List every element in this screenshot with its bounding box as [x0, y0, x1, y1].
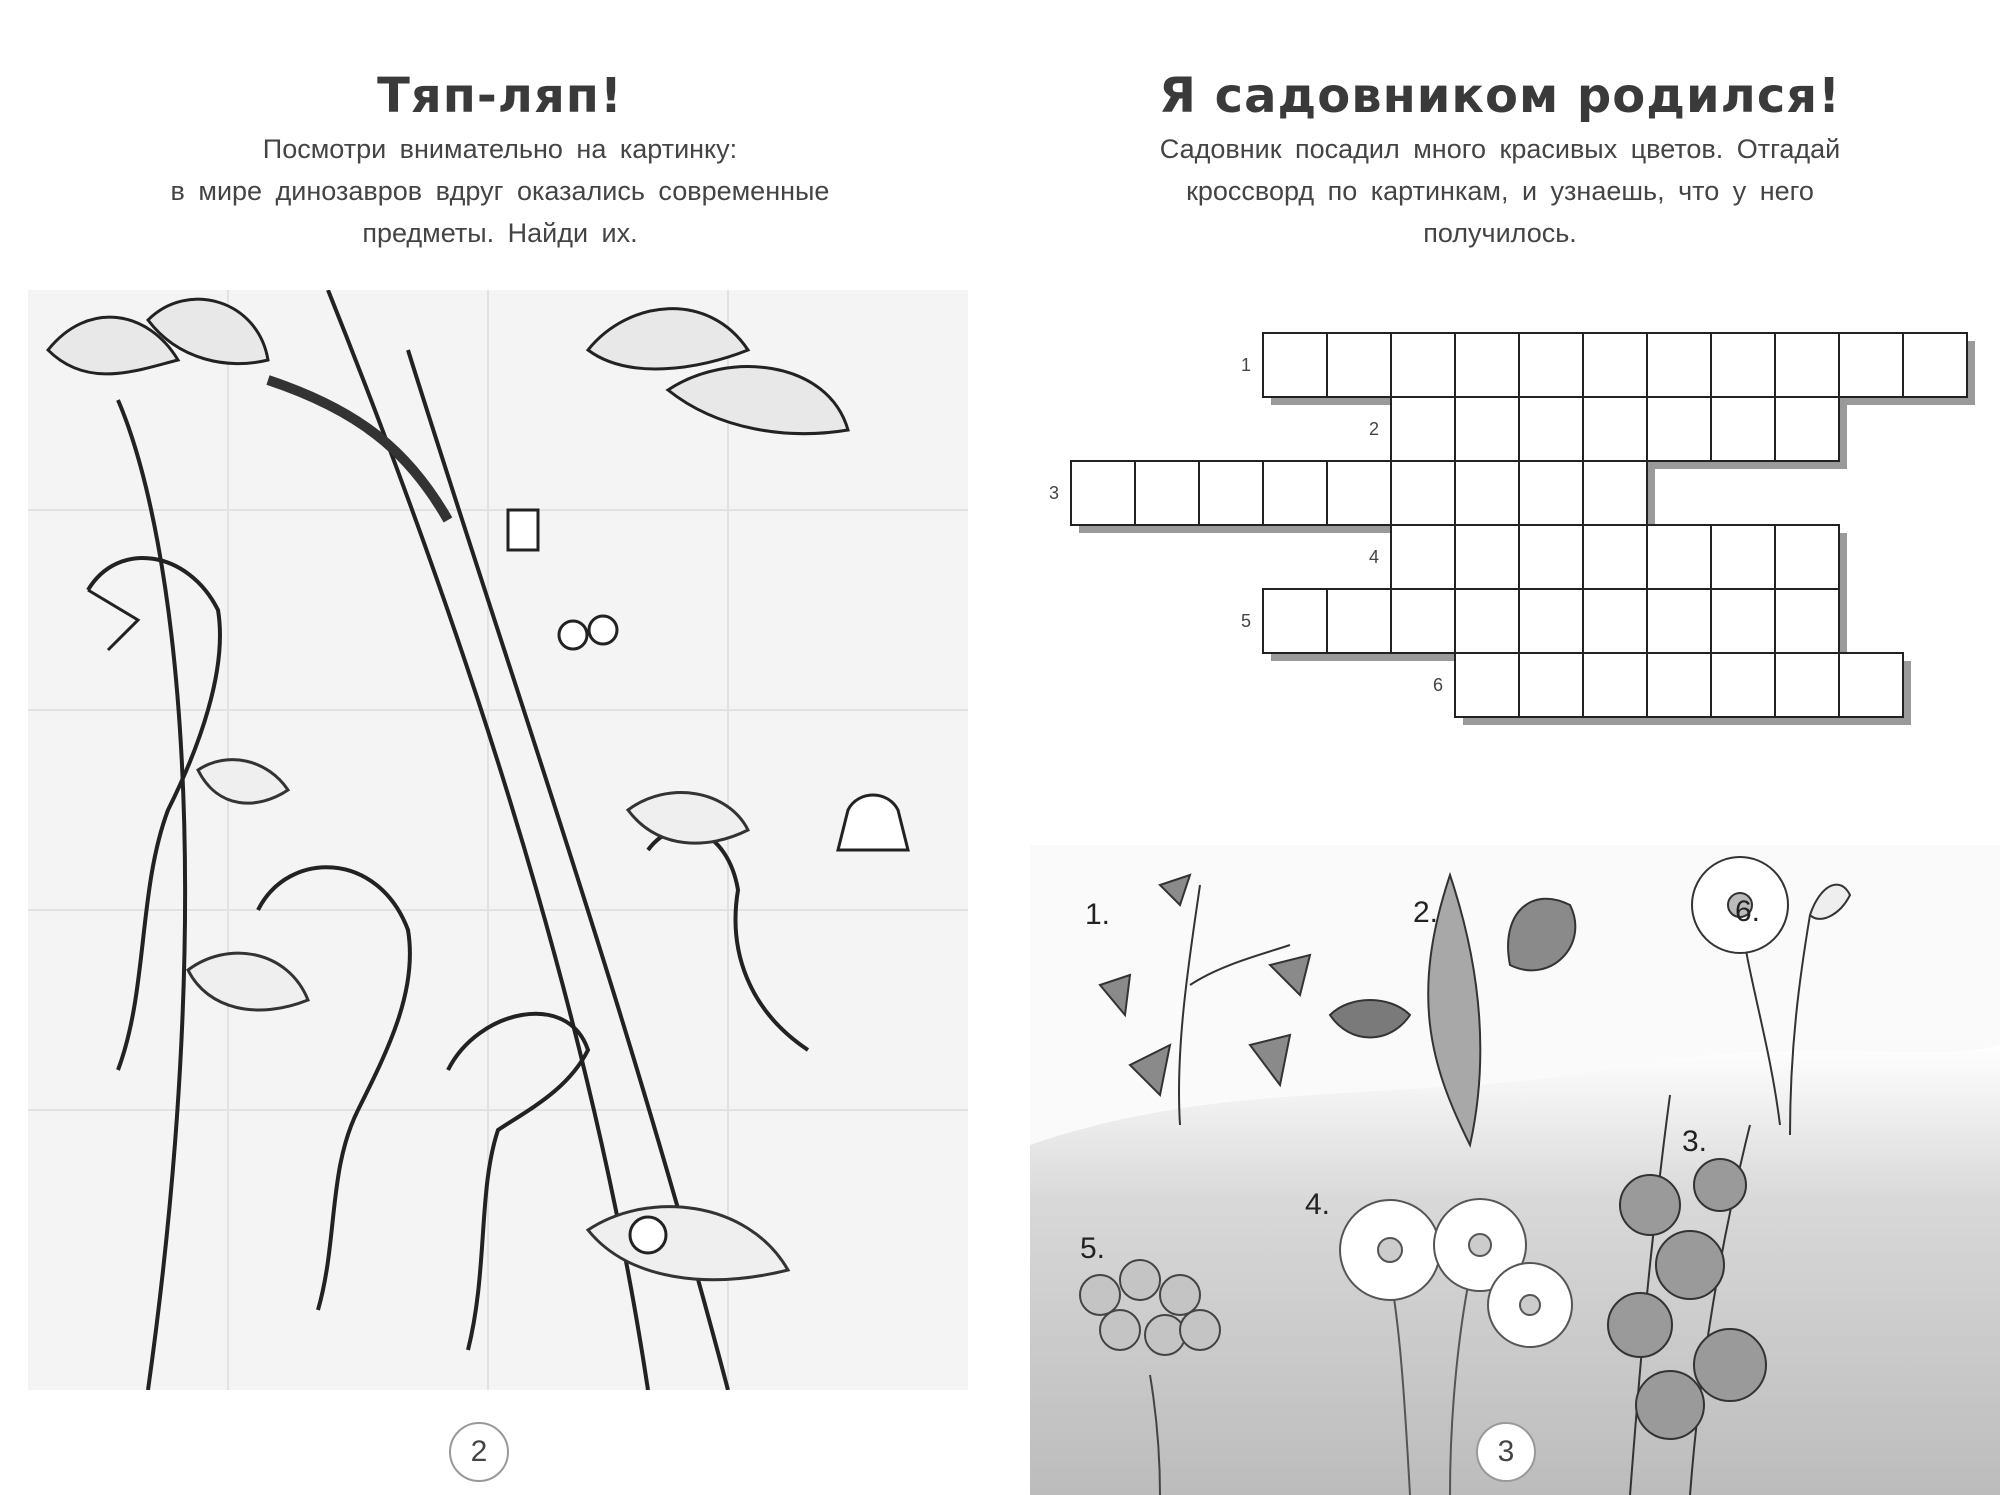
flower-label-2: 2. — [1413, 896, 1439, 929]
right-instruction-line: кроссворд по картинкам, и узнаешь, что у него — [1186, 176, 1814, 206]
crossword-cell[interactable] — [1583, 461, 1647, 525]
flower-label-4: 4. — [1305, 1188, 1331, 1221]
crossword-clue-number: 1 — [1241, 355, 1252, 375]
crossword-cell[interactable] — [1647, 333, 1711, 397]
crossword-cell[interactable] — [1647, 653, 1711, 717]
left-page-instructions — [90, 128, 910, 254]
crossword-cell[interactable] — [1519, 333, 1583, 397]
page-number-left: 2 — [449, 1422, 509, 1482]
crossword-cell[interactable] — [1455, 461, 1519, 525]
crossword-cell[interactable] — [1391, 333, 1455, 397]
crossword-cell[interactable] — [1455, 397, 1519, 461]
crossword-cell[interactable] — [1583, 653, 1647, 717]
right-instruction-line: Садовник посадил много красивых цветов. Отгадай — [1159, 134, 1841, 164]
crossword-cell[interactable] — [1391, 589, 1455, 653]
crossword-cell[interactable] — [1711, 589, 1775, 653]
page-number-right: 3 — [1476, 1422, 1536, 1482]
flower-label-1: 1. — [1085, 898, 1111, 931]
left-instruction-line: предметы. Найди их. — [362, 218, 638, 248]
flower-label-3: 3. — [1682, 1125, 1708, 1158]
left-instruction-line: Посмотри внимательно на картинку: — [262, 134, 738, 164]
flower-label-5: 5. — [1080, 1232, 1106, 1265]
crossword-cell[interactable] — [1775, 653, 1839, 717]
right-page-title: Я садовником родился! — [1159, 68, 1841, 124]
crossword-clue-number: 4 — [1369, 547, 1380, 567]
crossword-cell[interactable] — [1135, 461, 1199, 525]
dinosaur-jungle-illustration — [28, 290, 968, 1390]
crossword-clue-number: 6 — [1433, 675, 1444, 695]
crossword-cell[interactable] — [1327, 589, 1391, 653]
crossword-cell[interactable] — [1455, 589, 1519, 653]
crossword-cell[interactable] — [1583, 525, 1647, 589]
crossword-cell[interactable] — [1263, 589, 1327, 653]
crossword-cell[interactable] — [1903, 333, 1967, 397]
crossword-cell[interactable] — [1711, 525, 1775, 589]
crossword-cell[interactable] — [1583, 589, 1647, 653]
crossword-cell[interactable] — [1327, 333, 1391, 397]
crossword-cell[interactable] — [1775, 333, 1839, 397]
crossword-cell[interactable] — [1583, 397, 1647, 461]
crossword-cell[interactable] — [1455, 333, 1519, 397]
crossword-cell[interactable] — [1519, 525, 1583, 589]
crossword-cell[interactable] — [1775, 589, 1839, 653]
crossword-clue-number: 2 — [1369, 419, 1380, 439]
left-page-title: Тяп-ляп! — [377, 68, 623, 124]
crossword-cell[interactable] — [1455, 653, 1519, 717]
crossword-cell[interactable] — [1391, 461, 1455, 525]
crossword-cell[interactable] — [1775, 397, 1839, 461]
crossword-cell[interactable] — [1519, 589, 1583, 653]
crossword-cell[interactable] — [1839, 653, 1903, 717]
crossword-cell[interactable] — [1071, 461, 1135, 525]
crossword-cell[interactable] — [1263, 333, 1327, 397]
crossword-cell[interactable] — [1327, 461, 1391, 525]
crossword-cell[interactable] — [1391, 397, 1455, 461]
crossword-cell[interactable] — [1839, 333, 1903, 397]
crossword-cell[interactable] — [1647, 397, 1711, 461]
crossword-cell[interactable] — [1455, 525, 1519, 589]
flower-label-6: 6. — [1735, 895, 1761, 928]
crossword-cell[interactable] — [1711, 653, 1775, 717]
crossword-cell[interactable] — [1263, 461, 1327, 525]
crossword-clue-number: 5 — [1241, 611, 1252, 631]
crossword-cell[interactable] — [1583, 333, 1647, 397]
crossword-cell[interactable] — [1711, 333, 1775, 397]
crossword-cell[interactable] — [1199, 461, 1263, 525]
crossword-cell[interactable] — [1775, 525, 1839, 589]
crossword-cell[interactable] — [1391, 525, 1455, 589]
left-instruction-line: в мире динозавров вдруг оказались современные — [170, 176, 830, 206]
crossword-cell[interactable] — [1711, 397, 1775, 461]
crossword-cell[interactable] — [1647, 589, 1711, 653]
right-instruction-line: получилось. — [1423, 218, 1577, 248]
crossword-cell[interactable] — [1519, 397, 1583, 461]
right-page — [1000, 0, 2000, 1495]
crossword-grid — [1000, 0, 2000, 760]
flower-garden-illustration — [1030, 845, 2000, 1495]
crossword-cell[interactable] — [1519, 461, 1583, 525]
crossword-cell[interactable] — [1519, 653, 1583, 717]
crossword-clue-number: 3 — [1049, 483, 1060, 503]
crossword-cell[interactable] — [1647, 525, 1711, 589]
